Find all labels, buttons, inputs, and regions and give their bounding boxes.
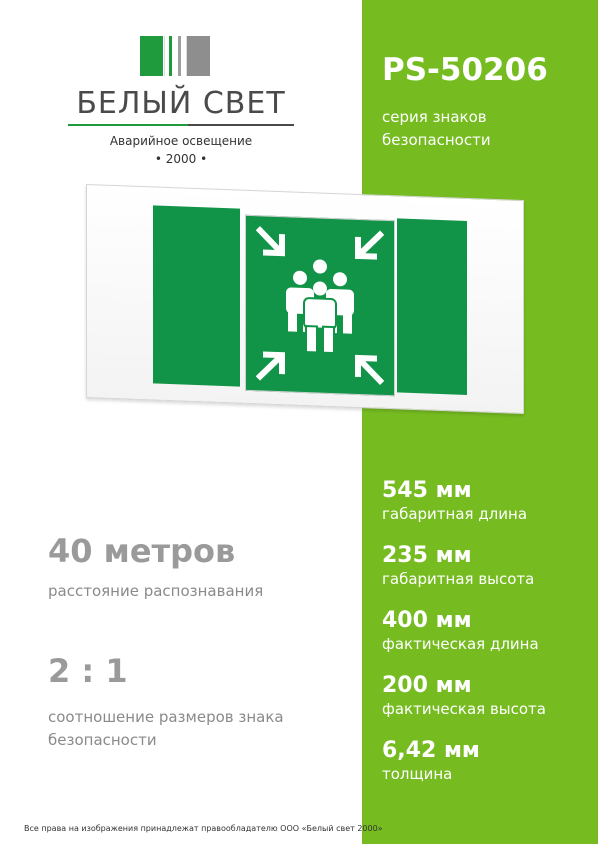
spec-label: фактическая длина xyxy=(382,635,539,653)
sign-right-panel xyxy=(397,218,467,395)
spec-label: толщина xyxy=(382,765,453,783)
spec-thickness xyxy=(382,738,592,784)
spec-value: 200 мм xyxy=(382,673,472,698)
series-line-1: серия знаков xyxy=(382,108,487,126)
assembly-point-icon xyxy=(245,215,395,397)
ratio-label-line-1: соотношение размеров знака xyxy=(48,708,284,726)
spec-value: 400 мм xyxy=(382,608,472,633)
logo-year: • 2000 • xyxy=(154,152,208,166)
spec-value: 6,42 мм xyxy=(382,738,480,763)
spec-actual-length xyxy=(382,608,592,654)
spec-overall-height xyxy=(382,543,592,589)
spec-label: габаритная высота xyxy=(382,570,535,588)
series-label xyxy=(382,106,582,152)
spec-value: 235 мм xyxy=(382,543,472,568)
spec-label: фактическая высота xyxy=(382,700,546,718)
logo-icon xyxy=(140,36,210,76)
distance-value: 40 метров xyxy=(48,532,236,570)
distance-label: расстояние распознавания xyxy=(48,582,264,600)
ratio-label xyxy=(48,706,348,752)
spec-label: габаритная длина xyxy=(382,505,528,523)
spec-actual-height xyxy=(382,673,592,719)
copyright-footer: Все права на изображения принадлежат правообладателю ООО «Белый свет 2000» xyxy=(24,824,383,833)
model-number: PS-50206 xyxy=(382,52,548,88)
logo-title: БЕЛЫЙ СВЕТ xyxy=(76,86,286,121)
spec-overall-length xyxy=(382,478,592,524)
logo-rule xyxy=(68,124,294,126)
ratio-value: 2 : 1 xyxy=(48,652,128,690)
spec-value: 545 мм xyxy=(382,478,472,503)
series-line-2: безопасности xyxy=(382,131,491,149)
ratio-label-line-2: безопасности xyxy=(48,731,157,749)
sign-left-panel xyxy=(153,205,240,386)
safety-sign-image xyxy=(86,184,524,414)
logo-subtitle: Аварийное освещение xyxy=(109,134,253,148)
